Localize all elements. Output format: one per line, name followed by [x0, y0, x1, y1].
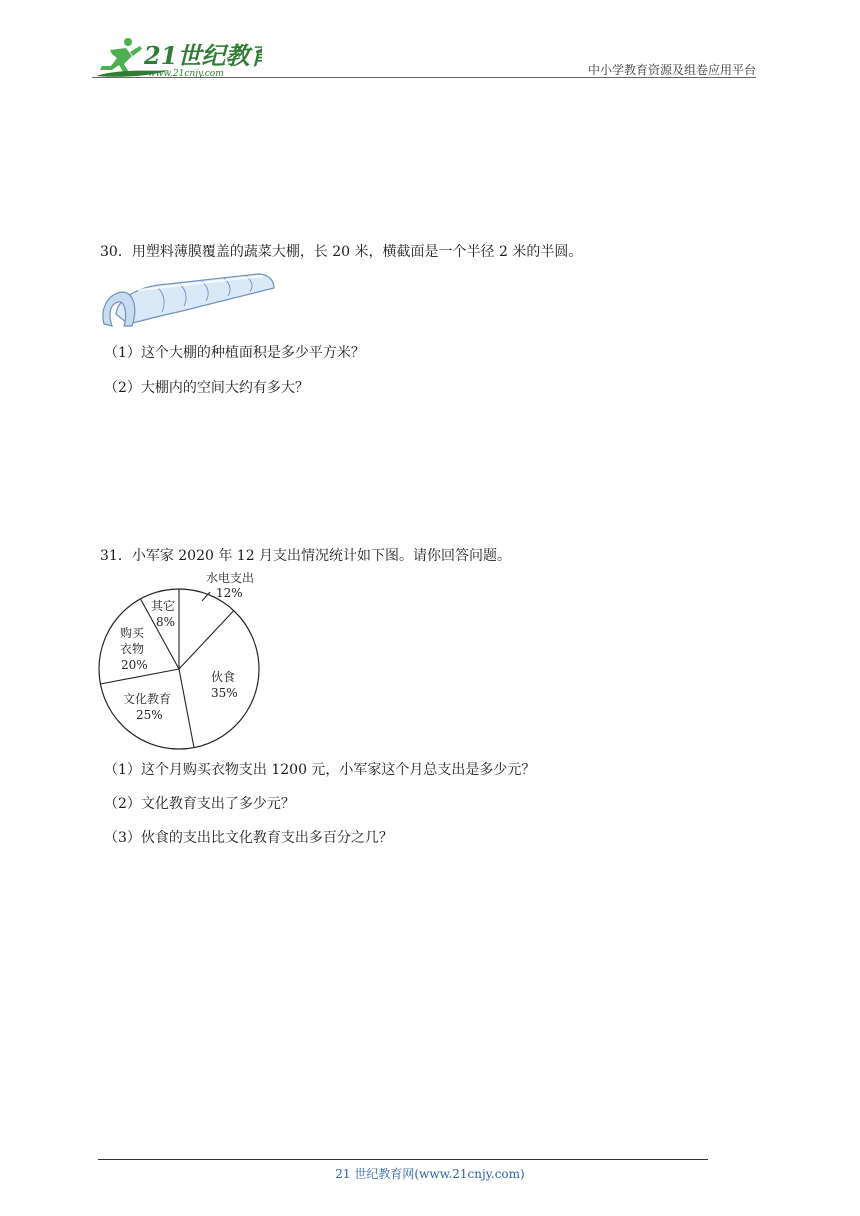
expense-pie-chart — [96, 570, 266, 750]
q31-sub1: （1）这个月购买衣物支出 1200 元，小军家这个月总支出是多少元？ — [104, 762, 536, 778]
pie-pct-other: 8% — [156, 615, 176, 629]
q31-sub3: （3）伙食的支出比文化教育支出多百分之几？ — [104, 830, 393, 846]
pie-label-food: 伙食 — [211, 670, 236, 684]
header-divider — [92, 77, 756, 78]
q30-sub1: （1）这个大棚的种植面积是多少平方米？ — [104, 345, 365, 361]
logo-wordmark: 21世纪教育 — [144, 41, 262, 70]
site-slogan: 中小学教育资源及组卷应用平台 — [587, 63, 756, 77]
pie-pct-education: 25% — [136, 708, 163, 722]
footer-divider — [98, 1159, 708, 1160]
pie-label-clothing-1: 购买 — [120, 626, 145, 640]
q30-stem: 30．用塑料薄膜覆盖的蔬菜大棚，长 20 米，横截面是一个半径 2 米的半圆。 — [100, 244, 583, 260]
pie-label-utilities: 水电支出 — [206, 571, 255, 585]
pie-pct-utilities: 12% — [216, 586, 243, 600]
pie-pct-clothing: 20% — [121, 658, 148, 672]
pie-label-education: 文化教育 — [123, 692, 172, 706]
footer-link[interactable]: 21 世纪教育网(www.21cnjy.com) — [335, 1167, 525, 1181]
logo-url: www.21cnjy.com — [148, 69, 224, 79]
runner-logo-icon — [92, 34, 262, 80]
q31-sub2: （2）文化教育支出了多少元？ — [104, 796, 295, 812]
pie-label-clothing-2: 衣物 — [120, 642, 145, 656]
greenhouse-illustration — [98, 268, 276, 330]
q31-stem: 31．小军家 2020 年 12 月支出情况统计如下图。请你回答问题。 — [100, 548, 512, 564]
site-logo[interactable] — [92, 34, 262, 80]
q30-sub2: （2）大棚内的空间大约有多大？ — [104, 380, 309, 396]
pie-pct-food: 35% — [211, 686, 238, 700]
pie-label-other: 其它 — [151, 599, 176, 613]
